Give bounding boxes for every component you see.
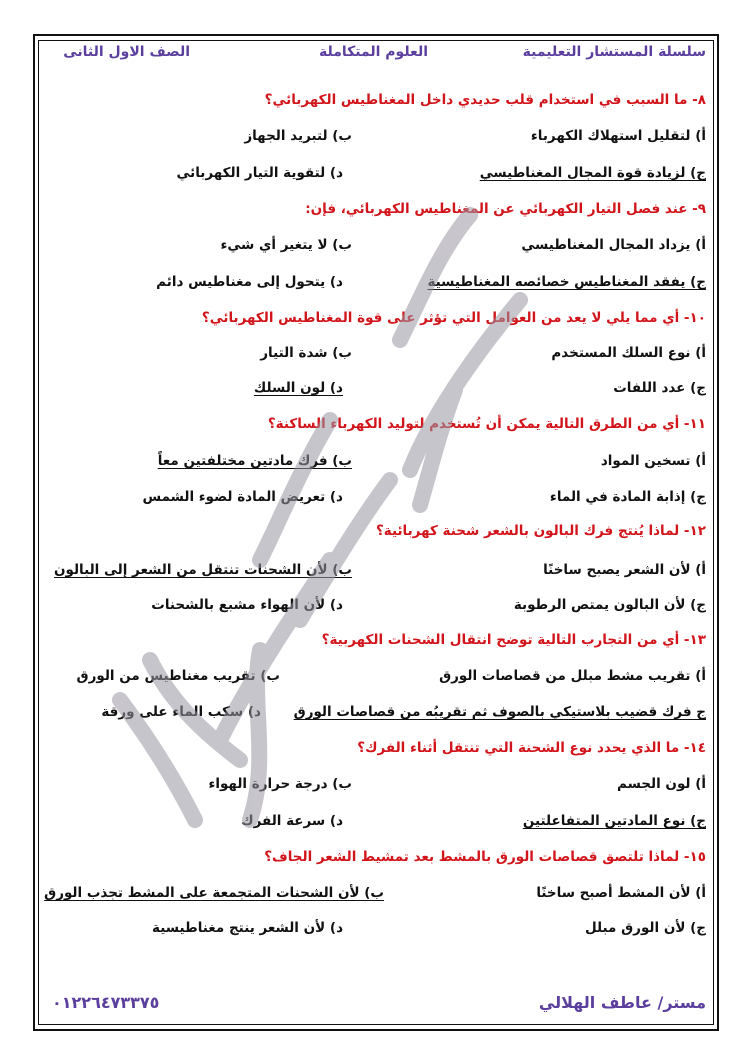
q13-option-d: د) سكب الماء على ورقة — [101, 704, 261, 720]
question-12: ١٢- لماذا يُنتج فرك البالون بالشعر شحنة كهربائية؟ — [375, 523, 706, 539]
q9-option-d: د) يتحول إلى مغناطيس دائم — [156, 274, 343, 290]
teacher-name: مستر/ عاطف الهلالي — [538, 993, 706, 1012]
phone-number: ٠١٢٢٦٤٧٣٣٧٥ — [52, 993, 160, 1012]
q15-option-b: ب) لأن الشحنات المتجمعة على المشط تجذب الورق — [44, 885, 384, 901]
q11-option-b: ب) فرك مادتين مختلفتين معاً — [157, 453, 352, 469]
q8-option-b: ب) لتبريد الجهاز — [244, 128, 352, 144]
question-13: ١٣- أي من التجارب التالية توضح انتقال الشحنات الكهربية؟ — [321, 632, 706, 648]
subject-title: العلوم المتكاملة — [318, 44, 428, 60]
q13-option-b: ب) تقريب مغناطيس من الورق — [76, 668, 280, 684]
q10-option-a: أ) نوع السلك المستخدم — [551, 345, 706, 361]
question-8: ٨- ما السبب في استخدام قلب حديدي داخل المغناطيس الكهربائي؟ — [264, 92, 706, 108]
q14-option-d: د) سرعة الفرك — [241, 813, 343, 829]
question-10: ١٠- أي مما يلي لا يعد من العوامل التي تؤثر على قوة المغناطيس الكهربائي؟ — [201, 310, 706, 326]
q13-option-c: ج فرك قضيب بلاستيكي بالصوف ثم تقريبُه من قصاصات الورق — [293, 704, 706, 720]
q12-option-c: ج) لأن البالون يمتص الرطوبة — [513, 597, 706, 613]
q8-option-d: د) لتقوية التيار الكهربائي — [176, 165, 343, 181]
q9-option-c: ج) يفقد المغناطيس خصائصه المغناطيسية — [427, 274, 706, 290]
q12-option-d: د) لأن الهواء مشبع بالشحنات — [151, 597, 343, 613]
question-15: ١٥- لماذا تلتصق قصاصات الورق بالمشط بعد تمشيط الشعر الجاف؟ — [264, 849, 706, 865]
q10-option-c: ج) عدد اللفات — [613, 380, 706, 396]
q14-option-a: أ) لون الجسم — [616, 776, 706, 792]
q15-option-c: ج) لأن الورق مبلل — [584, 920, 706, 936]
q12-option-b: ب) لأن الشحنات تنتقل من الشعر إلى البالون — [53, 562, 352, 578]
q12-option-a: أ) لأن الشعر يصبح ساخنًا — [543, 562, 706, 578]
question-11: ١١- أي من الطرق التالية يمكن أن تُستخدم لتوليد الكهرباء الساكنة؟ — [267, 416, 706, 432]
q14-option-b: ب) درجة حرارة الهواء — [208, 776, 352, 792]
question-9: ٩- عند فصل التيار الكهربائي عن المغناطيس الكهربائي، فإن: — [305, 201, 706, 217]
q8-option-c: ج) لزيادة قوة المجال المغناطيسي — [479, 165, 706, 181]
q11-option-d: د) تعريض المادة لضوء الشمس — [142, 489, 343, 505]
q9-option-b: ب) لا يتغير أي شيء — [220, 237, 352, 253]
q10-option-d: د) لون السلك — [253, 380, 343, 396]
question-14: ١٤- ما الذي يحدد نوع الشحنة التي تنتقل أثناء الفرك؟ — [357, 740, 706, 756]
q8-option-a: أ) لتقليل استهلاك الكهرباء — [530, 128, 706, 144]
q15-option-a: أ) لأن المشط أصبح ساخنًا — [536, 885, 706, 901]
q14-option-c: ج) نوع المادتين المتفاعلتين — [522, 813, 706, 829]
q13-option-a: أ) تقريب مشط مبلل من قصاصات الورق — [439, 668, 706, 684]
series-title: سلسلة المستشار التعليمية — [522, 44, 706, 60]
q11-option-a: أ) تسخين المواد — [600, 453, 706, 469]
q9-option-a: أ) يزداد المجال المغناطيسي — [521, 237, 706, 253]
q11-option-c: ج) إذابة المادة في الماء — [549, 489, 706, 505]
q10-option-b: ب) شدة التيار — [260, 345, 352, 361]
q15-option-d: د) لأن الشعر ينتج مغناطيسية — [152, 920, 343, 936]
grade-title: الصف الاول الثانى — [63, 44, 190, 60]
